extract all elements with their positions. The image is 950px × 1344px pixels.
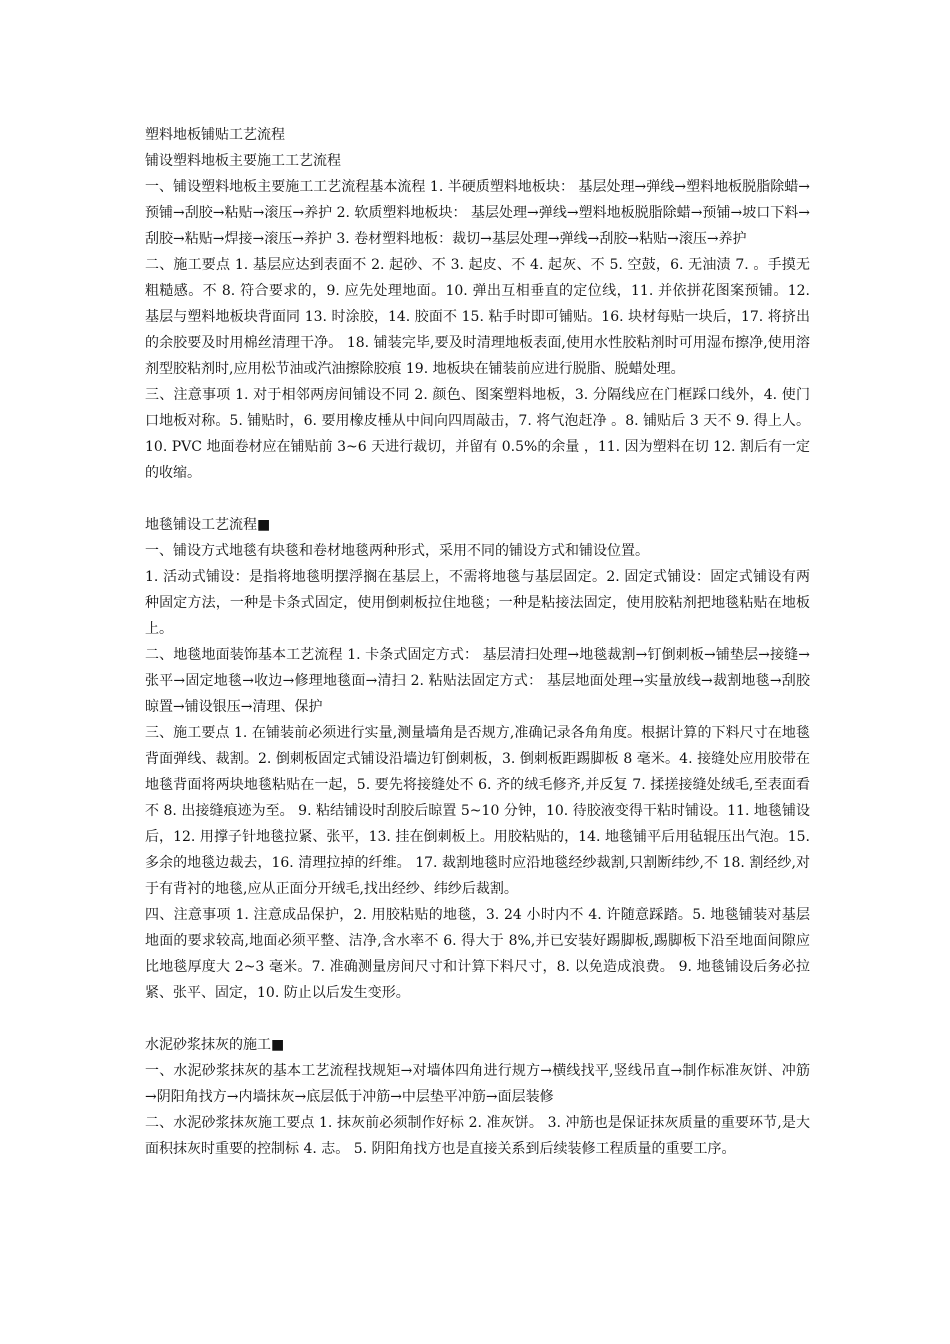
- paragraph: 二、地毯地面装饰基本工艺流程 1. 卡条式固定方式： 基层清扫处理→地毯裁割→钉倒刺板→铺垫层→接缝→张平→固定地毯→收边→修理地毯面→清扫 2. 粘贴法固定方式： 基层地面处理→实量放线→裁割地毯→刮胶晾置→铺设银压→清理、保护: [145, 647, 810, 715]
- section-subtitle: 铺设塑料地板主要施工工艺流程: [145, 153, 341, 169]
- paragraph: 三、施工要点 1. 在铺装前必须进行实量,测量墙角是否规方,准确记录各角角度。根据计算的下料尺寸在地毯背面弹线、裁割。2. 倒刺板固定式铺设沿墙边钉倒刺板，3. 倒刺板距踢脚板 8 毫米。4. 接缝处应用胶带在地毯背面将两块地毯粘贴在一起，5. 要先将接缝处不 6. 齐的绒毛修齐,并反复 7. 揉搓接缝处绒毛,至表面看不 8. 出接缝痕迹为至。 9. 粘结铺设时刮胶后晾置 5~10 分钟，10. 待胶液变得干粘时铺设。11. 地毯铺设后，12. 用撑子针地毯拉紧、张平，13. 挂在倒刺板上。用胶粘贴的，14. 地毯铺平后用毡辊压出气泡。15. 多余的地毯边裁去，16. 清理拉掉的纤维。 17. 裁割地毯时应沿地毯经纱裁割,只割断纬纱,不 18. 割经纱,对于有背衬的地毯,应从正面分开绒毛,找出经纱、纬纱后裁割。: [145, 725, 810, 897]
- section-title: 地毯铺设工艺流程■: [145, 517, 271, 533]
- paragraph: 三、注意事项 1. 对于相邻两房间铺设不同 2. 颜色、图案塑料地板，3. 分隔线应在门框踩口线外，4. 使门口地板对称。5. 铺贴时，6. 要用橡皮棰从中间向四周敲击，7. 将气泡赶净 。8. 铺贴后 3 天不 9. 得上人。 10. PVC 地面卷材应在铺贴前 3~6 天进行裁切，并留有 0.5%的余量 ，11. 因为塑料在切 12. 割后有一定的收缩。: [145, 387, 810, 481]
- paragraph: 一、铺设方式地毯有块毯和卷材地毯两种形式，采用不同的铺设方式和铺设位置。: [145, 543, 649, 559]
- paragraph: 1. 活动式铺设：是指将地毯明摆浮搁在基层上，不需将地毯与基层固定。2. 固定式铺设：固定式铺设有两种固定方法，一种是卡条式固定，使用倒刺板拉住地毯；一种是粘接法固定，使用胶粘剂把地毯粘贴在地板上。: [145, 569, 810, 637]
- paragraph: 一、水泥砂浆抹灰的基本工艺流程找规矩→对墙体四角进行规方→横线找平,竖线吊直→制作标准灰饼、冲筋→阴阳角找方→内墙抹灰→底层低于冲筋→中层垫平冲筋→面层装修: [145, 1063, 810, 1105]
- section-spacer: [145, 1006, 810, 1032]
- paragraph: 四、注意事项 1. 注意成品保护，2. 用胶粘贴的地毯，3. 24 小时内不 4. 许随意踩踏。5. 地毯铺装对基层地面的要求较高,地面必须平整、洁净,含水率不 6. 得大于 8%,并已安装好踢脚板,踢脚板下沿至地面间隙应比地毯厚度大 2~3 毫米。7. 准确测量房间尺寸和计算下料尺寸，8. 以免造成浪费。 9. 地毯铺设后务必拉紧、张平、固定，10. 防止以后发生变形。: [145, 907, 810, 1001]
- document-page: [145, 122, 810, 1162]
- section-title: 水泥砂浆抹灰的施工■: [145, 1037, 285, 1053]
- paragraph: 一、铺设塑料地板主要施工工艺流程基本流程 1. 半硬质塑料地板块： 基层处理→弹线→塑料地板脱脂除蜡→预铺→刮胶→粘贴→滚压→养护 2. 软质塑料地板块： 基层处理→弹线→塑料地板脱脂除蜡→预铺→坡口下料→刮胶→粘贴→焊接→滚压→养护 3. 卷材塑料地板：裁切→基层处理→弹线→刮胶→粘贴→滚压→养护: [145, 179, 810, 247]
- paragraph: 二、施工要点 1. 基层应达到表面不 2. 起砂、不 3. 起皮、不 4. 起灰、不 5. 空鼓，6. 无油渍 7. 。手摸无粗糙感。不 8. 符合要求的，9. 应先处理地面。10. 弹出互相垂直的定位线，11. 并依拼花图案预铺。12. 基层与塑料地板块背面同 13. 时涂胶，14. 胶面不 15. 粘手时即可铺贴。16. 块材每贴一块后，17. 将挤出的余胶要及时用棉丝清理干净。 18. 铺装完毕,要及时清理地板表面,使用水性胶粘剂时可用湿布擦净,使用溶剂型胶粘剂时,应用松节油或汽油擦除胶痕 19. 地板块在铺装前应进行脱脂、脱蜡处理。: [145, 257, 810, 377]
- paragraph: 二、水泥砂浆抹灰施工要点 1. 抹灰前必须制作好标 2. 准灰饼。 3. 冲筋也是保证抹灰质量的重要环节,是大面积抹灰时重要的控制标 4. 志。 5. 阴阳角找方也是直接关系到后续装修工程质量的重要工序。: [145, 1115, 810, 1157]
- section-spacer: [145, 486, 810, 512]
- section-title: 塑料地板铺贴工艺流程: [145, 127, 285, 143]
